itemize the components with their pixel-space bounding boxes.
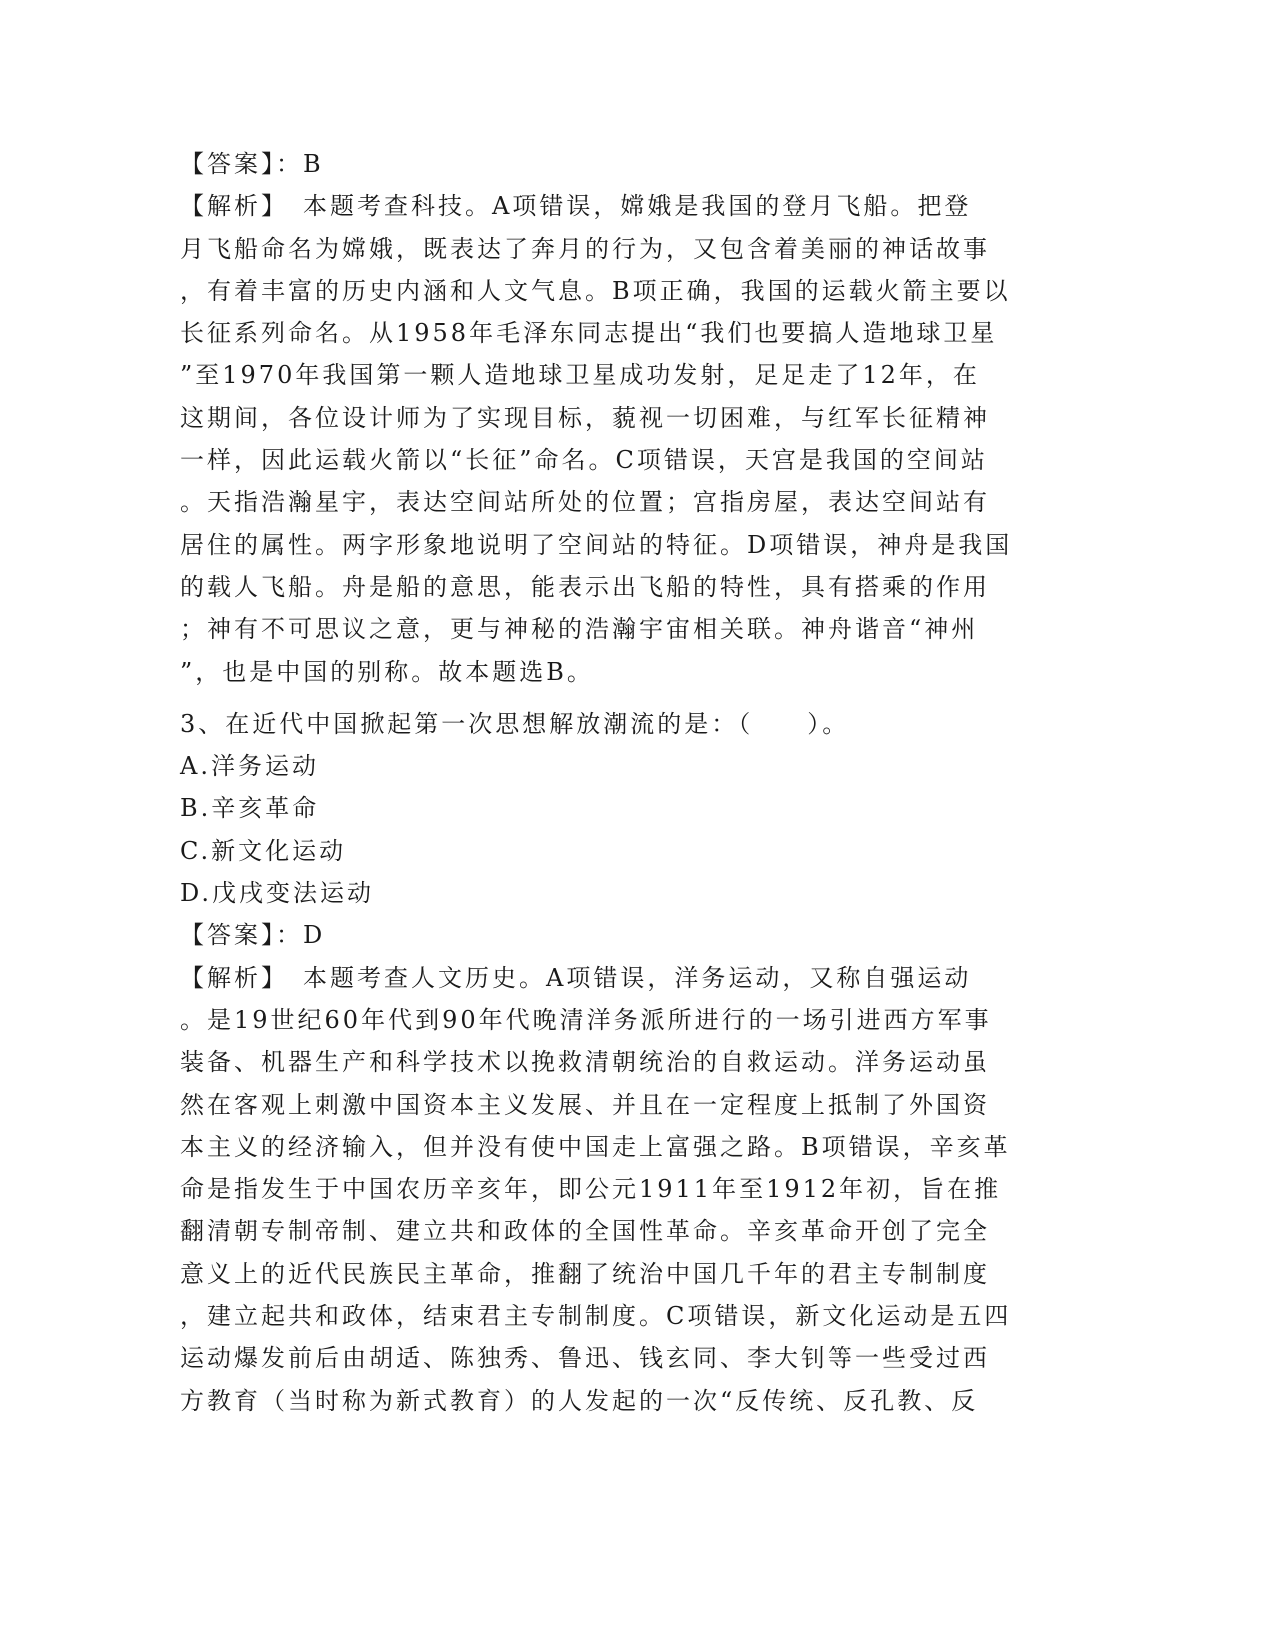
question-stem: 3、在近代中国掀起第一次思想解放潮流的是：（ ）。 [180, 709, 850, 738]
option-c: C.新文化运动 [180, 836, 347, 865]
explanation-line: 居住的属性。两字形象地说明了空间站的特征。D项错误，神舟是我国 [180, 530, 1013, 559]
document-page [180, 143, 1060, 1422]
explanation-line: 本主义的经济输入，但并没有使中国走上富强之路。B项错误，辛亥革 [180, 1132, 1011, 1161]
explanation-line: 运动爆发前后由胡适、陈独秀、鲁迅、钱玄同、李大钊等一些受过西 [180, 1344, 990, 1373]
question-3 [180, 703, 1060, 1422]
option-b: B.辛亥革命 [180, 794, 320, 823]
explanation-line: 的载人飞船。舟是船的意思，能表示出飞船的特性，具有搭乘的作用 [180, 572, 990, 601]
explanation-line: 然在客观上刺激中国资本主义发展、并且在一定程度上抵制了外国资 [180, 1090, 990, 1119]
explanation-line: 翻清朝专制帝制、建立共和政体的全国性革命。辛亥革命开创了完全 [180, 1217, 990, 1246]
option-a: A.洋务运动 [180, 752, 319, 781]
explanation-line: 方教育（当时称为新式教育）的人发起的一次“反传统、反孔教、反 [180, 1386, 979, 1415]
explanation-line: 月飞船命名为嫦娥，既表达了奔月的行为，又包含着美丽的神话故事 [180, 234, 990, 263]
explanation-line: ”至1970年我国第一颗人造地球卫星成功发射，足足走了12年，在 [180, 361, 980, 390]
explanation-line: ；神有不可思议之意，更与神秘的浩瀚宇宙相关联。神舟谐音“神州 [180, 615, 979, 644]
answer-block-2 [180, 143, 1060, 693]
explanation-line: 【解析】 本题考查科技。A项错误，嫦娥是我国的登月飞船。把登 [180, 192, 972, 221]
explanation-line: 这期间，各位设计师为了实现目标，藐视一切困难，与红军长征精神 [180, 403, 990, 432]
explanation-line: 命是指发生于中国农历辛亥年，即公元1911年至1912年初，旨在推 [180, 1175, 1002, 1204]
option-d: D.戊戌变法运动 [180, 879, 375, 908]
explanation-line: 【解析】 本题考查人文历史。A项错误，洋务运动，又称自强运动 [180, 963, 972, 992]
explanation-line: 意义上的近代民族民主革命，推翻了统治中国几千年的君主专制制度 [180, 1259, 990, 1288]
explanation-line: 。是19世纪60年代到90年代晚清洋务派所进行的一场引进西方军事 [180, 1005, 992, 1034]
explanation-line: 装备、机器生产和科学技术以挽救清朝统治的自救运动。洋务运动虽 [180, 1048, 990, 1077]
explanation-line: ，有着丰富的历史内涵和人文气息。B项正确，我国的运载火箭主要以 [180, 276, 1011, 305]
explanation-line: 一样，因此运载火箭以“长征”命名。C项错误，天宫是我国的空间站 [180, 446, 988, 475]
explanation-line: ”，也是中国的别称。故本题选B。 [180, 657, 594, 686]
explanation-line: 长征系列命名。从1958年毛泽东同志提出“我们也要搞人造地球卫星 [180, 319, 998, 348]
answer-label: 【答案】：D [180, 921, 326, 950]
answer-label: 【答案】：B [180, 150, 324, 178]
explanation-line: 。天指浩瀚星宇，表达空间站所处的位置；宫指房屋，表达空间站有 [180, 488, 990, 517]
explanation-line: ，建立起共和政体，结束君主专制制度。C项错误，新文化运动是五四 [180, 1302, 1012, 1331]
spacer [180, 693, 1060, 703]
